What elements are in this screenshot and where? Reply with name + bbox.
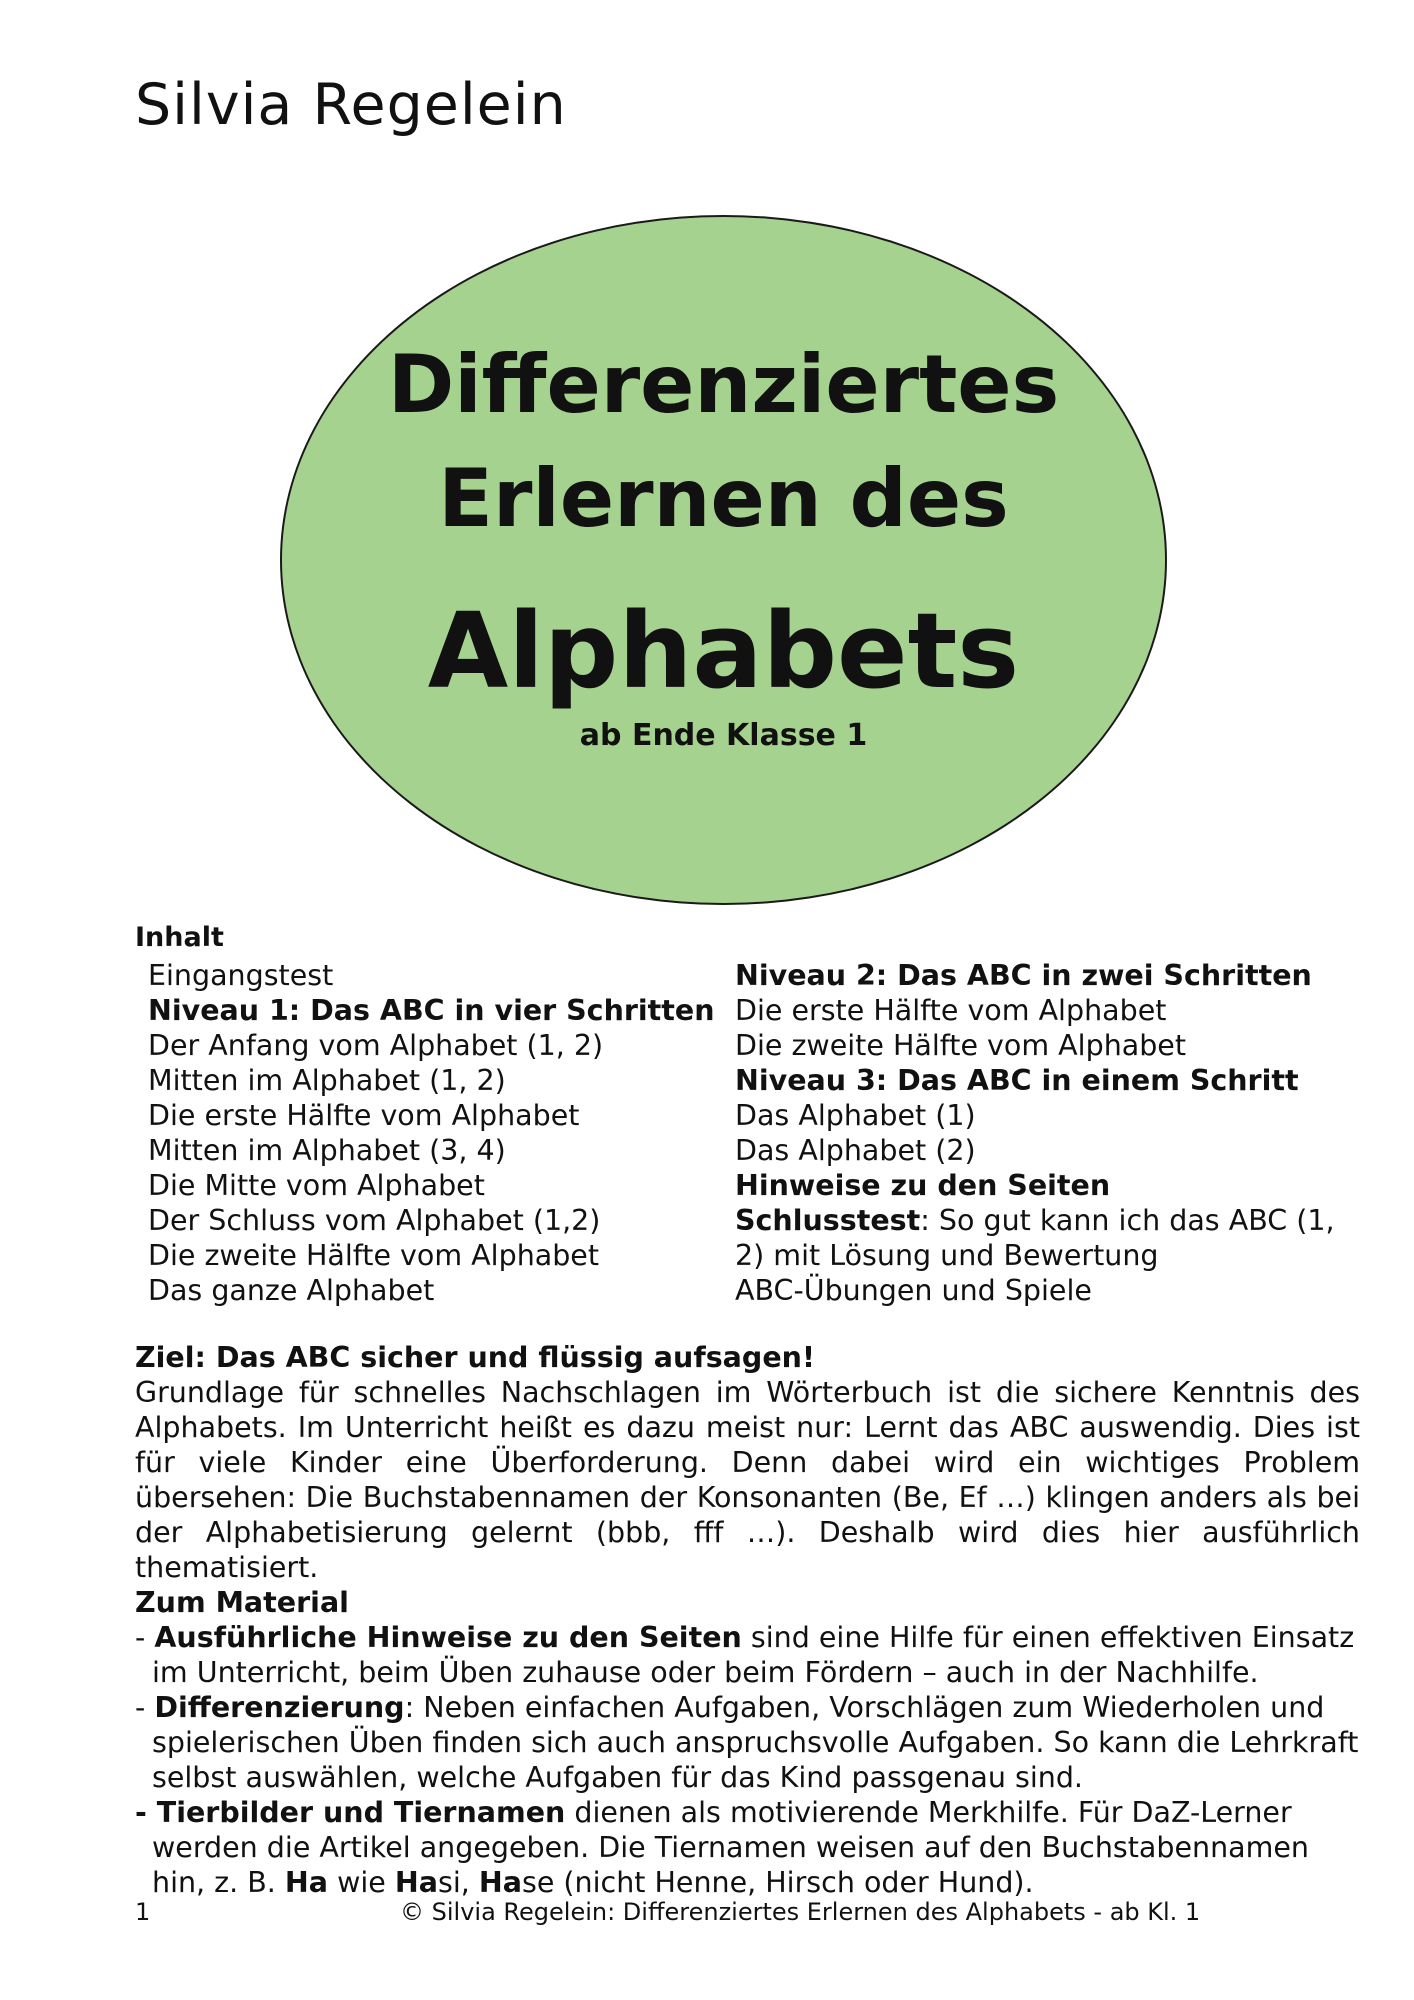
material-item-3-text: dienen als motivierende Merkhilfe. Für DaZ-Lerner werden die Artikel angegeben. Die Tiernamen weisen auf den Buchstabennamen hin, z. B. (152, 1796, 1309, 1899)
toc-item: Eingangstest (148, 959, 334, 992)
example-text: si, (438, 1866, 479, 1899)
title-line-3: Alphabets (427, 590, 1020, 712)
material-item-1-label: Ausführliche Hinweise zu den Seiten (154, 1621, 742, 1654)
example-syllable: Ha (394, 1866, 438, 1899)
bullet-dash: - (135, 1691, 155, 1724)
toc-item: Der Schluss vom Alphabet (1,2) (148, 1204, 601, 1237)
material-item-2-text: : Neben einfachen Aufgaben, Vorschlägen zum Wiederholen und spielerischen Üben finden sich auch anspruchsvolle Aufgaben. So kann die Lehrkraft selbst auswählen, welche Aufgaben für das Kind passgenau sind. (152, 1691, 1359, 1794)
toc-heading: Inhalt (135, 922, 224, 953)
title-line-1: Differenziertes (387, 338, 1060, 431)
toc-level-heading: Niveau 2: Das ABC in zwei Schritten (735, 959, 1312, 992)
page-number: 1 (135, 1898, 151, 1926)
toc-left-column (148, 958, 718, 1308)
author-name: Silvia Regelein (135, 72, 567, 138)
material-heading: Zum Material (135, 1586, 349, 1619)
toc-item: Die zweite Hälfte vom Alphabet (148, 1239, 600, 1272)
description (135, 1340, 1360, 1900)
toc-item: Der Anfang vom Alphabet (1, 2) (148, 1029, 604, 1062)
title-line-2: Erlernen des (438, 452, 1009, 545)
toc-item: Mitten im Alphabet (3, 4) (148, 1134, 506, 1167)
material-item-2 (135, 1690, 1360, 1795)
toc-item-schlusstest (735, 1203, 1335, 1238)
footer-copyright: © Silvia Regelein: Differenziertes Erlernen des Alphabets - ab Kl. 1 (400, 1898, 1201, 1926)
toc-item: Die Mitte vom Alphabet (148, 1169, 485, 1202)
toc-level-heading: Niveau 1: Das ABC in vier Schritten (148, 994, 715, 1027)
toc-item: Das ganze Alphabet (148, 1274, 435, 1307)
goal-text: Grundlage für schnelles Nachschlagen im Wörterbuch ist die sichere Kenntnis des Alphabets. Im Unterricht heißt es dazu meist nur: Lernt das ABC auswendig. Dies ist für viele Kinder eine Überforderung. Denn dabei wird ein wichtiges Problem übersehen: Die Buchstabennamen der Konsonanten (Be, Ef …) klingen anders als bei der Alphabetisierung gelernt (bbb, fff …). Deshalb wird dies hier ausführlich thematisiert. (135, 1376, 1360, 1584)
toc-item: 2) mit Lösung und Bewertung (735, 1239, 1159, 1272)
toc-right-column (735, 958, 1335, 1308)
toc-schlusstest-label: Schlusstest (735, 1204, 921, 1237)
goal-heading: Ziel: Das ABC sicher und flüssig aufsagen! (135, 1341, 815, 1374)
example-syllable: Ha (478, 1866, 522, 1899)
toc-item: Das Alphabet (1) (735, 1099, 976, 1132)
toc-item: ABC-Übungen und Spiele (735, 1274, 1092, 1307)
toc-level-heading: Niveau 3: Das ABC in einem Schritt (735, 1064, 1299, 1097)
material-item-1-text: sind eine Hilfe für einen effektiven Einsatz im Unterricht, beim Üben zuhause oder beim Fördern – auch in der Nachhilfe. (152, 1621, 1355, 1689)
toc-item: Die erste Hälfte vom Alphabet (148, 1099, 580, 1132)
bullet-dash: - (135, 1621, 155, 1654)
material-item-1 (135, 1620, 1360, 1690)
toc-item: Die zweite Hälfte vom Alphabet (735, 1029, 1187, 1062)
material-item-3 (135, 1795, 1360, 1900)
toc-item: Mitten im Alphabet (1, 2) (148, 1064, 506, 1097)
toc-item: Das Alphabet (2) (735, 1134, 976, 1167)
toc-schlusstest-text: : So gut kann ich das ABC (1, (920, 1204, 1335, 1237)
subtitle: ab Ende Klasse 1 (579, 718, 868, 753)
material-item-2-label: Differenzierung (154, 1691, 405, 1724)
toc-level-heading: Hinweise zu den Seiten (735, 1169, 1111, 1202)
example-syllable: Ha (284, 1866, 329, 1899)
toc-item: Die erste Hälfte vom Alphabet (735, 994, 1167, 1027)
example-text: wie (328, 1866, 395, 1899)
title-oval (280, 215, 1167, 905)
example-text: se (nicht Henne, Hirsch oder Hund). (521, 1866, 1034, 1899)
material-item-3-label: - Tierbilder und Tiernamen (135, 1796, 566, 1829)
